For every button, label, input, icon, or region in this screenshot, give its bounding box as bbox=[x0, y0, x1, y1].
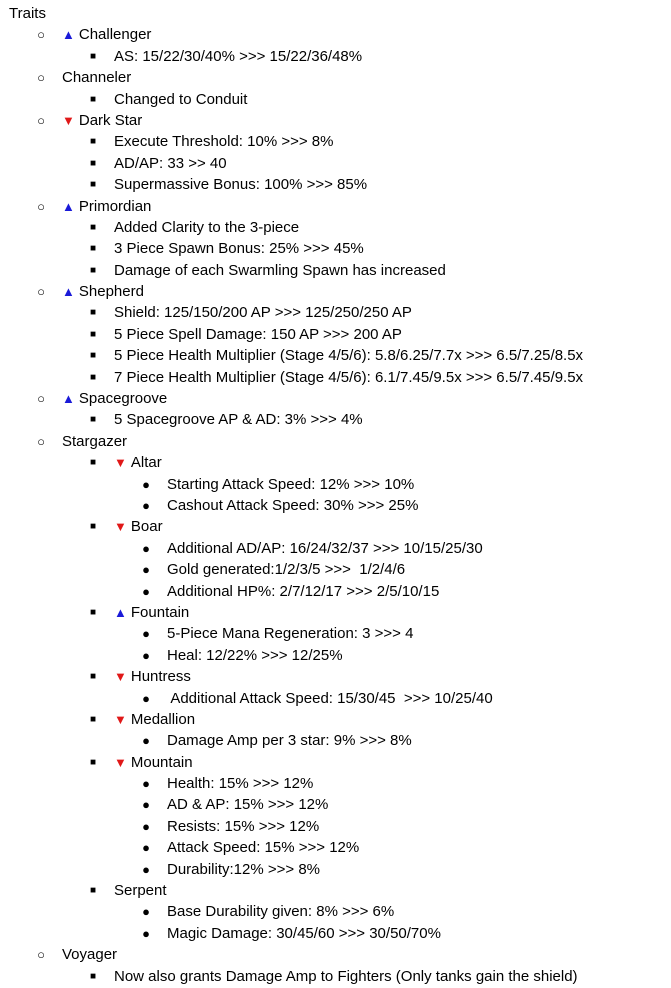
trait-detail-item bbox=[9, 131, 671, 152]
item-text: Boar bbox=[130, 518, 163, 536]
dot-bullet-icon: ● bbox=[142, 733, 150, 749]
item-text: AD & AP: 15% >>> 12% bbox=[167, 796, 329, 814]
item-text: 5 Piece Spell Damage: 150 AP >>> 200 AP bbox=[114, 325, 402, 343]
nerf-down-triangle-icon: ▼ bbox=[62, 112, 75, 128]
hollow-circle-bullet-icon: ○ bbox=[37, 198, 45, 214]
buff-up-triangle-icon: ▲ bbox=[62, 391, 75, 407]
item-text: 5-Piece Mana Regeneration: 3 >>> 4 bbox=[167, 625, 414, 643]
trait-item bbox=[9, 281, 671, 302]
item-text: Changed to Conduit bbox=[114, 90, 248, 108]
subtrait-detail-item bbox=[9, 474, 671, 495]
item-text: Channeler bbox=[62, 69, 132, 87]
hollow-circle-bullet-icon: ○ bbox=[37, 284, 45, 300]
item-text: Additional AD/AP: 16/24/32/37 >>> 10/15/25/30 bbox=[167, 539, 483, 557]
hollow-circle-bullet-icon: ○ bbox=[37, 112, 45, 128]
item-text: Gold generated:1/2/3/5 >>> 1/2/4/6 bbox=[167, 561, 406, 579]
hollow-circle-bullet-icon: ○ bbox=[37, 433, 45, 449]
item-text: Shepherd bbox=[78, 283, 144, 301]
trait-detail-item bbox=[9, 516, 671, 537]
square-bullet-icon: ■ bbox=[89, 264, 97, 276]
trait-detail-item bbox=[9, 666, 671, 687]
trait-item bbox=[9, 24, 671, 45]
nerf-down-triangle-icon: ▼ bbox=[114, 519, 127, 535]
item-text: Attack Speed: 15% >>> 12% bbox=[167, 839, 360, 857]
trait-detail-item bbox=[9, 966, 671, 987]
dot-bullet-icon: ● bbox=[142, 476, 150, 492]
subtrait-detail-item bbox=[9, 538, 671, 559]
dot-bullet-icon: ● bbox=[142, 861, 150, 877]
square-bullet-icon: ■ bbox=[89, 970, 97, 982]
nerf-down-triangle-icon: ▼ bbox=[114, 711, 127, 727]
item-text: Serpent bbox=[114, 882, 167, 900]
square-bullet-icon: ■ bbox=[89, 414, 97, 426]
subtrait-detail-item bbox=[9, 923, 671, 944]
item-text: Starting Attack Speed: 12% >>> 10% bbox=[167, 475, 415, 493]
item-text: Base Durability given: 8% >>> 6% bbox=[167, 903, 395, 921]
item-text: 5 Spacegroove AP & AD: 3% >>> 4% bbox=[114, 411, 363, 429]
nerf-down-triangle-icon: ▼ bbox=[114, 754, 127, 770]
square-bullet-icon: ■ bbox=[89, 457, 97, 469]
trait-detail-item bbox=[9, 752, 671, 773]
item-text: Shield: 125/150/200 AP >>> 125/250/250 AP bbox=[114, 304, 412, 322]
nerf-down-triangle-icon: ▼ bbox=[114, 455, 127, 471]
item-text: Supermassive Bonus: 100% >>> 85% bbox=[114, 176, 368, 194]
trait-item bbox=[9, 196, 671, 217]
square-bullet-icon: ■ bbox=[89, 756, 97, 768]
trait-item bbox=[9, 944, 671, 965]
trait-item bbox=[9, 431, 671, 452]
item-text: Execute Threshold: 10% >>> 8% bbox=[114, 133, 334, 151]
item-text: AS: 15/22/30/40% >>> 15/22/36/48% bbox=[114, 47, 363, 65]
square-bullet-icon: ■ bbox=[89, 328, 97, 340]
item-text: Fountain bbox=[130, 603, 190, 621]
hollow-circle-bullet-icon: ○ bbox=[37, 27, 45, 43]
item-text: Cashout Attack Speed: 30% >>> 25% bbox=[167, 496, 419, 514]
trait-detail-item bbox=[9, 260, 671, 281]
item-text: 7 Piece Health Multiplier (Stage 4/5/6): 6.1/7.45/9.5x >>> 6.5/7.45/9.5x bbox=[114, 368, 584, 386]
square-bullet-icon: ■ bbox=[89, 350, 97, 362]
dot-bullet-icon: ● bbox=[142, 904, 150, 920]
square-bullet-icon: ■ bbox=[89, 136, 97, 148]
dot-bullet-icon: ● bbox=[142, 797, 150, 813]
subtrait-detail-item bbox=[9, 645, 671, 666]
subtrait-detail-item bbox=[9, 794, 671, 815]
item-text: Added Clarity to the 3-piece bbox=[114, 218, 300, 236]
subtrait-detail-item bbox=[9, 559, 671, 580]
dot-bullet-icon: ● bbox=[142, 540, 150, 556]
item-text: Magic Damage: 30/45/60 >>> 30/50/70% bbox=[167, 924, 441, 942]
item-text: Challenger bbox=[78, 26, 152, 44]
square-bullet-icon: ■ bbox=[89, 243, 97, 255]
nerf-down-triangle-icon: ▼ bbox=[114, 669, 127, 685]
buff-up-triangle-icon: ▲ bbox=[62, 198, 75, 214]
item-text: Primordian bbox=[78, 197, 152, 215]
trait-detail-item bbox=[9, 174, 671, 195]
square-bullet-icon: ■ bbox=[89, 50, 97, 62]
item-text: Stargazer bbox=[62, 432, 128, 450]
trait-detail-item bbox=[9, 602, 671, 623]
trait-detail-item bbox=[9, 880, 671, 901]
subtrait-detail-item bbox=[9, 495, 671, 516]
square-bullet-icon: ■ bbox=[89, 221, 97, 233]
hollow-circle-bullet-icon: ○ bbox=[37, 70, 45, 86]
trait-detail-item bbox=[9, 238, 671, 259]
subtrait-detail-item bbox=[9, 730, 671, 751]
trait-detail-item bbox=[9, 153, 671, 174]
dot-bullet-icon: ● bbox=[142, 497, 150, 513]
dot-bullet-icon: ● bbox=[142, 840, 150, 856]
dot-bullet-icon: ● bbox=[142, 626, 150, 642]
buff-up-triangle-icon: ▲ bbox=[62, 27, 75, 43]
trait-item bbox=[9, 388, 671, 409]
item-text: Mountain bbox=[130, 753, 193, 771]
trait-detail-item bbox=[9, 452, 671, 473]
subtrait-detail-item bbox=[9, 837, 671, 858]
square-bullet-icon: ■ bbox=[89, 606, 97, 618]
trait-detail-item bbox=[9, 367, 671, 388]
item-text: Altar bbox=[130, 454, 162, 472]
item-text: Huntress bbox=[130, 668, 191, 686]
square-bullet-icon: ■ bbox=[89, 521, 97, 533]
subtrait-detail-item bbox=[9, 688, 671, 709]
trait-detail-item bbox=[9, 709, 671, 730]
trait-detail-item bbox=[9, 217, 671, 238]
item-text: Additional Attack Speed: 15/30/45 >>> 10/25/40 bbox=[167, 689, 493, 707]
hollow-circle-bullet-icon: ○ bbox=[37, 391, 45, 407]
item-text: Damage Amp per 3 star: 9% >>> 8% bbox=[167, 732, 412, 750]
square-bullet-icon: ■ bbox=[89, 885, 97, 897]
dot-bullet-icon: ● bbox=[142, 690, 150, 706]
item-text: Health: 15% >>> 12% bbox=[167, 775, 314, 793]
item-text: Damage of each Swarmling Spawn has increased bbox=[114, 261, 446, 279]
square-bullet-icon: ■ bbox=[89, 157, 97, 169]
item-text: Dark Star bbox=[78, 111, 143, 129]
trait-detail-item bbox=[9, 345, 671, 366]
trait-changes-list bbox=[9, 24, 671, 987]
square-bullet-icon: ■ bbox=[89, 179, 97, 191]
square-bullet-icon: ■ bbox=[89, 307, 97, 319]
trait-detail-item bbox=[9, 89, 671, 110]
subtrait-detail-item bbox=[9, 773, 671, 794]
buff-up-triangle-icon: ▲ bbox=[114, 604, 127, 620]
trait-detail-item bbox=[9, 46, 671, 67]
dot-bullet-icon: ● bbox=[142, 647, 150, 663]
item-text: Additional HP%: 2/7/12/17 >>> 2/5/10/15 bbox=[167, 582, 440, 600]
item-text: AD/AP: 33 >> 40 bbox=[114, 154, 227, 172]
item-text: Now also grants Damage Amp to Fighters (Only tanks gain the shield) bbox=[114, 967, 578, 985]
trait-item bbox=[9, 67, 671, 88]
trait-detail-item bbox=[9, 409, 671, 430]
square-bullet-icon: ■ bbox=[89, 371, 97, 383]
trait-detail-item bbox=[9, 324, 671, 345]
subtrait-detail-item bbox=[9, 623, 671, 644]
item-text: Voyager bbox=[62, 946, 118, 964]
hollow-circle-bullet-icon: ○ bbox=[37, 947, 45, 963]
dot-bullet-icon: ● bbox=[142, 925, 150, 941]
trait-detail-item bbox=[9, 302, 671, 323]
square-bullet-icon: ■ bbox=[89, 713, 97, 725]
trait-item bbox=[9, 110, 671, 131]
square-bullet-icon: ■ bbox=[89, 671, 97, 683]
section-heading: Traits bbox=[9, 5, 46, 22]
dot-bullet-icon: ● bbox=[142, 818, 150, 834]
subtrait-detail-item bbox=[9, 859, 671, 880]
item-text: 5 Piece Health Multiplier (Stage 4/5/6): 5.8/6.25/7.7x >>> 6.5/7.25/8.5x bbox=[114, 347, 584, 365]
subtrait-detail-item bbox=[9, 816, 671, 837]
dot-bullet-icon: ● bbox=[142, 562, 150, 578]
item-text: Heal: 12/22% >>> 12/25% bbox=[167, 646, 343, 664]
subtrait-detail-item bbox=[9, 581, 671, 602]
item-text: Resists: 15% >>> 12% bbox=[167, 817, 320, 835]
square-bullet-icon: ■ bbox=[89, 93, 97, 105]
item-text: Spacegroove bbox=[78, 390, 168, 408]
dot-bullet-icon: ● bbox=[142, 776, 150, 792]
item-text: 3 Piece Spawn Bonus: 25% >>> 45% bbox=[114, 240, 364, 258]
subtrait-detail-item bbox=[9, 901, 671, 922]
item-text: Durability:12% >>> 8% bbox=[167, 860, 321, 878]
buff-up-triangle-icon: ▲ bbox=[62, 284, 75, 300]
dot-bullet-icon: ● bbox=[142, 583, 150, 599]
item-text: Medallion bbox=[130, 710, 196, 728]
